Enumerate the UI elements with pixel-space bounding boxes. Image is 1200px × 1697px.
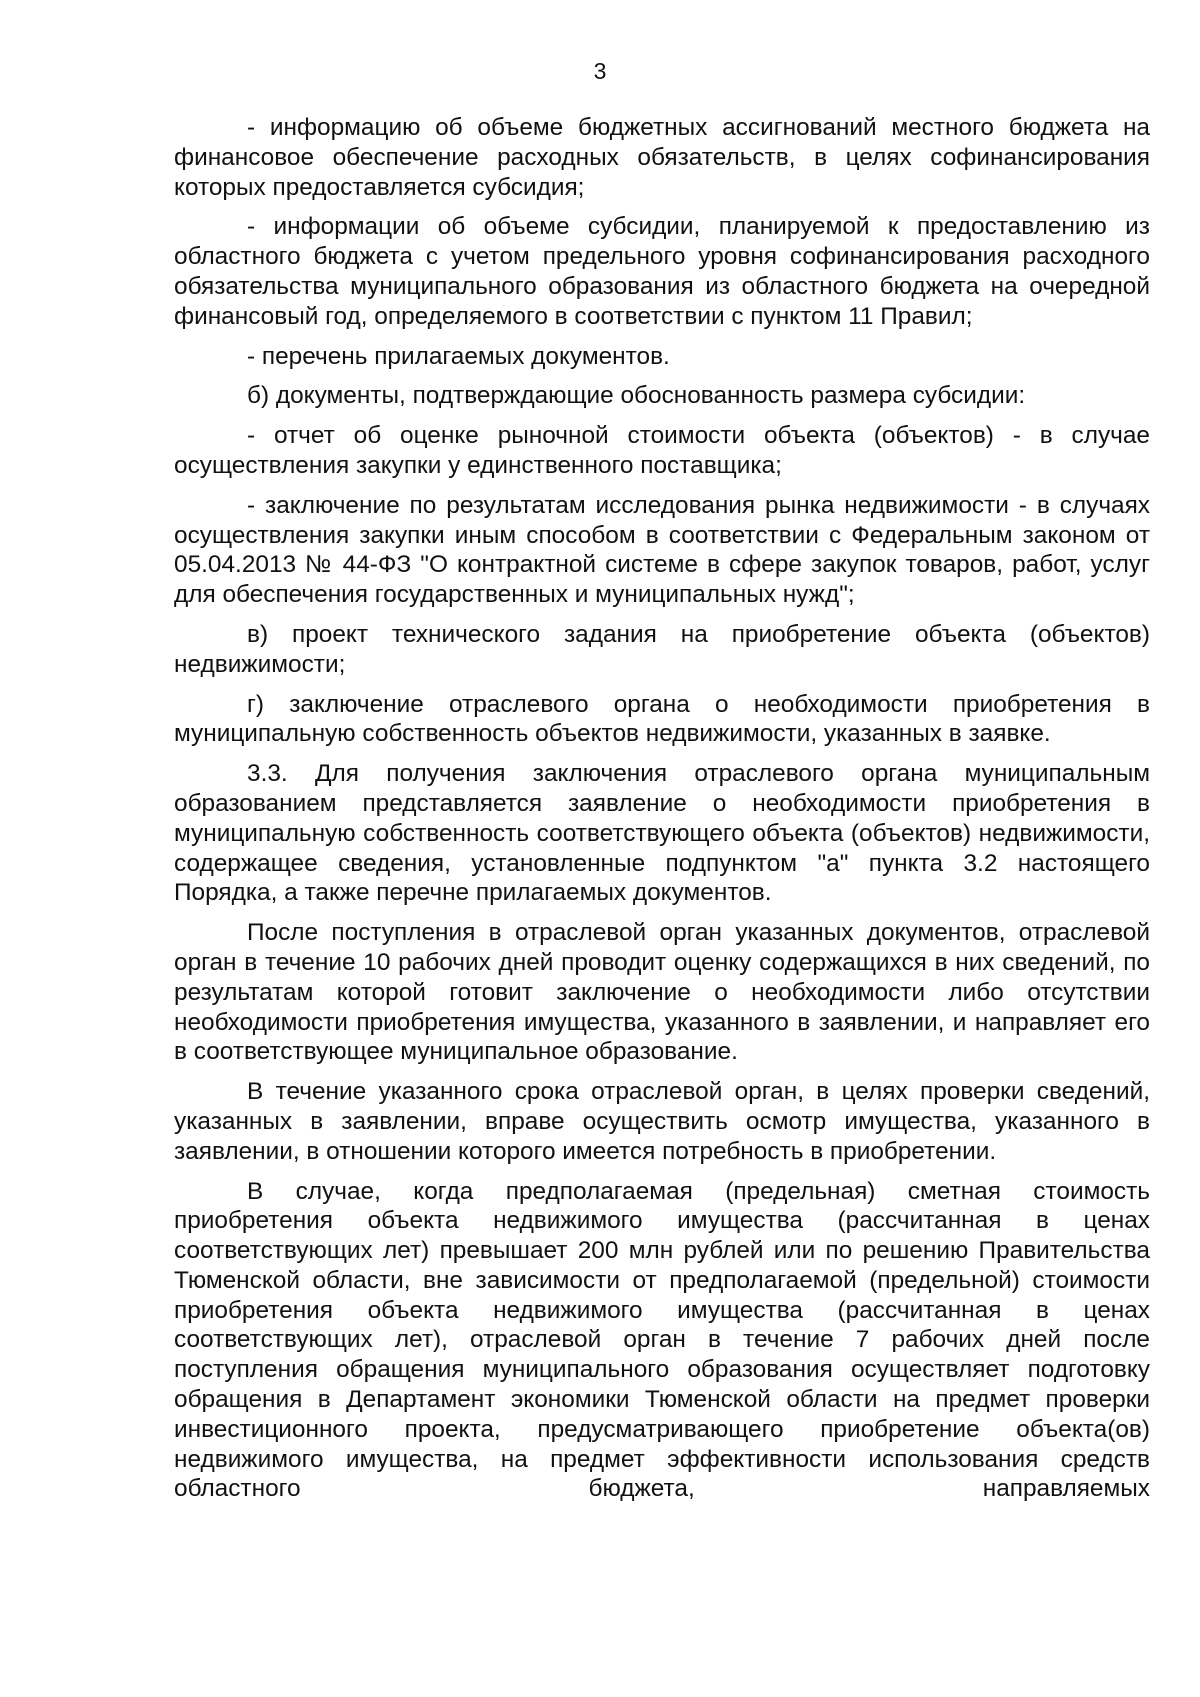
paragraph: - информации об объеме субсидии, планируемой к предоставлению из областного бюджета с учетом предельного уровня софинансирования расходного обязательства муниципального образования из областного бюджета на очередной финансовый год, определяемого в соответствии с пунктом 11 Правил; — [174, 213, 1150, 330]
paragraph: г) заключение отраслевого органа о необходимости приобретения в муниципальную собственность объектов недвижимости, указанных в заявке. — [174, 690, 1150, 748]
paragraph: - перечень прилагаемых документов. — [247, 342, 670, 370]
paragraph: В случае, когда предполагаемая (предельная) сметная стоимость приобретения объекта недвижимого имущества (рассчитанная в ценах соответствующих лет) превышает 200 млн рублей или по решению Правительства Тюменской области, вне зависимости от предполагаемой (предельной) стоимости приобретения объекта недвижимого имущества (рассчитанная в ценах соответствующих лет), отраслевой орган в течение 7 рабочих дней после поступления обращения муниципального образования осуществляет подготовку обращения в Департамент экономики Тюменской области на предмет проверки инвестиционного проекта, предусматривающего приобретение объекта(ов) недвижимого имущества, на предмет эффективности использования средств областного бюджета, направляемых — [174, 1177, 1150, 1503]
paragraph: - информацию об объеме бюджетных ассигнований местного бюджета на финансовое обеспечение расходных обязательств, в целях софинансирования которых предоставляется субсидия; — [174, 114, 1150, 201]
paragraph: - отчет об оценке рыночной стоимости объекта (объектов) - в случае осуществления закупки у единственного поставщика; — [174, 422, 1150, 479]
paragraph: После поступления в отраслевой орган указанных документов, отраслевой орган в течение 10 рабочих дней проводит оценку содержащихся в них сведений, по результатам которой готовит заключение о необходимости либо отсутствии необходимости приобретения имущества, указанного в заявлении, и направляет его в соответствующее муниципальное образование. — [174, 919, 1150, 1066]
document-body — [174, 113, 1150, 1504]
paragraph: в) проект технического задания на приобретение объекта (объектов) недвижимости; — [174, 620, 1150, 678]
paragraph: б) документы, подтверждающие обоснованность размера субсидии: — [247, 382, 1026, 410]
paragraph: 3.3. Для получения заключения отраслевого органа муниципальным образованием представляется заявление о необходимости приобретения в муниципальную собственность соответствующего объекта (объектов) недвижимости, содержащее сведения, установленные подпунктом "а" пункта 3.2 настоящего Порядка, а также перечне прилагаемых документов. — [174, 760, 1150, 907]
page-number: 3 — [593, 58, 607, 84]
paragraph: В течение указанного срока отраслевой орган, в целях проверки сведений, указанных в заявлении, вправе осуществить осмотр имущества, указанного в заявлении, в отношении которого имеется потребность в приобретении. — [174, 1078, 1150, 1165]
paragraph: - заключение по результатам исследования рынка недвижимости - в случаях осуществления закупки иным способом в соответствии с Федеральным законом от 05.04.2013 № 44-ФЗ "О контрактной системе в сфере закупок товаров, работ, услуг для обеспечения государственных и муниципальных нужд"; — [174, 491, 1150, 609]
